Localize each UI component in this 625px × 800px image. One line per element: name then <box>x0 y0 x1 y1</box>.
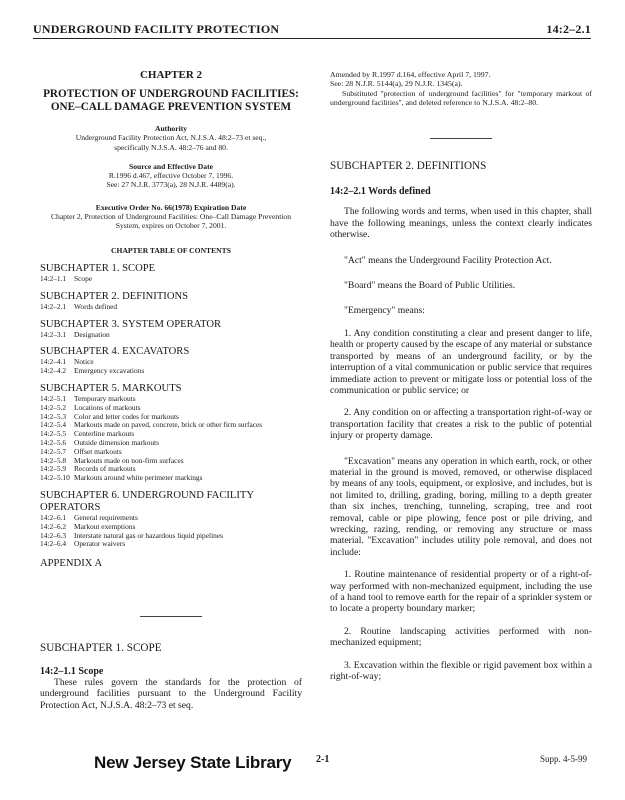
table-of-contents <box>40 263 302 570</box>
toc-entry[interactable]: 14:2–1.1 Scope <box>40 274 93 284</box>
toc-entry[interactable]: 14:2–5.4 Markouts made on paved, concrete, brick or other firm surfaces <box>40 420 263 430</box>
toc-entry[interactable]: 14:2–5.8 Markouts made on non-firm surfaces <box>40 455 184 465</box>
excavation-item-1: 1. Routine maintenance of residential property or of a right-of-way performed with non-mechanized equipment, including the use of a hand tool to remove earth for the repair of a sprinkler system or to locate a property boundary marker; <box>330 569 592 615</box>
section-divider <box>140 616 202 617</box>
excavation-item-2: 2. Routine landscaping activities performed with non-mechanized equipment; <box>330 625 592 649</box>
excavation-item-3: 3. Excavation within the flexible or rigid pavement box within a right-of-way; <box>330 659 592 683</box>
toc-entry[interactable]: 14:2–6.2 Markout exemptions <box>40 521 136 531</box>
executive-order-text: Chapter 2, Protection of Underground Facilities: One–Call Damage Prevention System, expires on October 7, 2001. <box>50 212 292 231</box>
subchapter-2-heading: SUBCHAPTER 2. DEFINITIONS <box>330 159 487 172</box>
running-head-title: UNDERGROUND FACILITY PROTECTION <box>33 22 280 36</box>
toc-subchapter-3[interactable]: SUBCHAPTER 3. SYSTEM OPERATOR <box>40 318 222 330</box>
toc-entry[interactable]: 14:2–5.2 Locations of markouts <box>40 402 141 412</box>
toc-appendix[interactable]: APPENDIX A <box>40 558 103 570</box>
toc-heading: CHAPTER TABLE OF CONTENTS <box>111 245 231 255</box>
toc-entry[interactable]: 14:2–5.7 Offset markouts <box>40 446 122 456</box>
executive-order-heading: Executive Order No. 66(1978) Expiration Date <box>95 203 247 213</box>
toc-entry[interactable]: 14:2–4.2 Emergency excavations <box>40 366 145 376</box>
toc-entry[interactable]: 14:2–5.1 Temporary markouts <box>40 394 136 404</box>
chapter-label: CHAPTER 2 <box>139 69 203 81</box>
toc-entry[interactable]: 14:2–5.10 Markouts around white perimeter markings <box>40 473 203 483</box>
source-line-2: See: 27 N.J.R. 3773(a), 28 N.J.R. 4489(a). <box>106 180 236 190</box>
words-defined-heading: 14:2–2.1 Words defined <box>330 186 431 198</box>
toc-entry[interactable]: 14:2–6.1 General requirements <box>40 512 138 522</box>
toc-entry[interactable]: 14:2–3.1 Designation <box>40 329 110 339</box>
right-column <box>330 70 592 682</box>
page-footer <box>0 750 625 790</box>
toc-subchapter-5[interactable]: SUBCHAPTER 5. MARKOUTS <box>40 383 182 395</box>
left-column <box>40 70 302 711</box>
source-line-1: R.1996 d.467, effective October 7, 1996. <box>108 170 234 180</box>
emergency-item-1: 1. Any condition constituting a clear and present danger to life, health or property caused by the escape of any material or substance transported by means of an underground facility, or by the interruption of a vital communication or public service that requires immediate action to prevent or mitigate loss or potential loss of the communication or public service; or <box>330 327 592 396</box>
definitions-intro: The following words and terms, when used in this chapter, shall have the following meanings, unless the context clearly indicates otherwise. <box>330 206 592 241</box>
scope-text: These rules govern the standards for the protection of underground facilities pursuant to the Underground Facility Protection Act, N.J.S.A. 48:2–73 et seq. <box>40 676 302 711</box>
supplement-date: Supp. 4-5-99 <box>540 754 587 764</box>
authority-text: Underground Facility Protection Act, N.J.S.A. 48:2–73 et seq., specifically N.J.S.A. 48:2–76 and 80. <box>75 133 267 152</box>
definition-act: "Act" means the Underground Facility Protection Act. <box>344 254 552 266</box>
source-heading: Source and Effective Date <box>128 161 213 171</box>
running-head-section: 14:2–2.1 <box>546 22 591 36</box>
emergency-item-2: 2. Any condition on or affecting a transportation right-of-way or transportation facility that creates a risk to the public of potential injury or property damage. <box>330 407 592 442</box>
toc-entry[interactable]: 14:2–5.6 Outside dimension markouts <box>40 438 159 447</box>
toc-subchapter-6[interactable]: SUBCHAPTER 6. UNDERGROUND FACILITY OPERATORS <box>40 489 254 513</box>
subchapter-1-heading: SUBCHAPTER 1. SCOPE <box>40 642 162 655</box>
toc-entry[interactable]: 14:2–5.5 Centerline markouts <box>40 429 135 439</box>
definition-board: "Board" means the Board of Public Utilities. <box>344 280 516 292</box>
authority-heading: Authority <box>154 124 188 134</box>
see-line: See: 28 N.J.R. 5144(a), 29 N.J.R. 1345(a). <box>330 79 463 89</box>
toc-entry[interactable]: 14:2–4.1 Notice <box>40 357 94 367</box>
toc-entry[interactable]: 14:2–2.1 Words defined <box>40 301 118 311</box>
running-head <box>33 22 591 39</box>
definition-emergency: "Emergency" means: <box>344 305 425 317</box>
chapter-title: PROTECTION OF UNDERGROUND FACILITIES: ONE–CALL DAMAGE PREVENTION SYSTEM <box>43 88 299 114</box>
toc-entry[interactable]: 14:2–6.4 Operator waivers <box>40 539 126 549</box>
toc-subchapter-1[interactable]: SUBCHAPTER 1. SCOPE <box>40 263 156 275</box>
section-divider <box>430 138 492 139</box>
page-number: 2-1 <box>316 754 330 765</box>
toc-entry[interactable]: 14:2–5.3 Color and letter codes for markouts <box>40 411 179 421</box>
library-logo: New Jersey State Library <box>94 753 292 772</box>
definition-excavation: "Excavation" means any operation in which earth, rock, or other material in the ground is moved, removed, or otherwise displaced by means of any tools, equipment, or explosive, and includes, but is not limited to, drilling, grading, boring, milling to a depth greater than six inches, trenching, tunneling, scraping, tree and root removal, cable or pipe plowing, fence post or pile driving, and wrecking, razing, rending, or removing any structure or mass material. "Excavation" includes utility pole removal, and does not include: <box>330 455 592 558</box>
toc-entry[interactable]: 14:2–6.3 Interstate natural gas or hazardous liquid pipelines <box>40 530 223 540</box>
scope-heading: 14:2–1.1 Scope <box>40 665 104 677</box>
amended-line: Amended by R.1997 d.164, effective April 7, 1997. <box>330 70 491 79</box>
toc-entry[interactable]: 14:2–5.9 Records of markouts <box>40 464 136 474</box>
toc-subchapter-4[interactable]: SUBCHAPTER 4. EXCAVATORS <box>40 346 190 358</box>
substituted-note: Substituted "protection of underground facilities" for "temporary markout of underground facilities", and deleted reference to N.J.S.A. 48:2–80. <box>330 88 592 108</box>
toc-subchapter-2[interactable]: SUBCHAPTER 2. DEFINITIONS <box>40 290 189 302</box>
